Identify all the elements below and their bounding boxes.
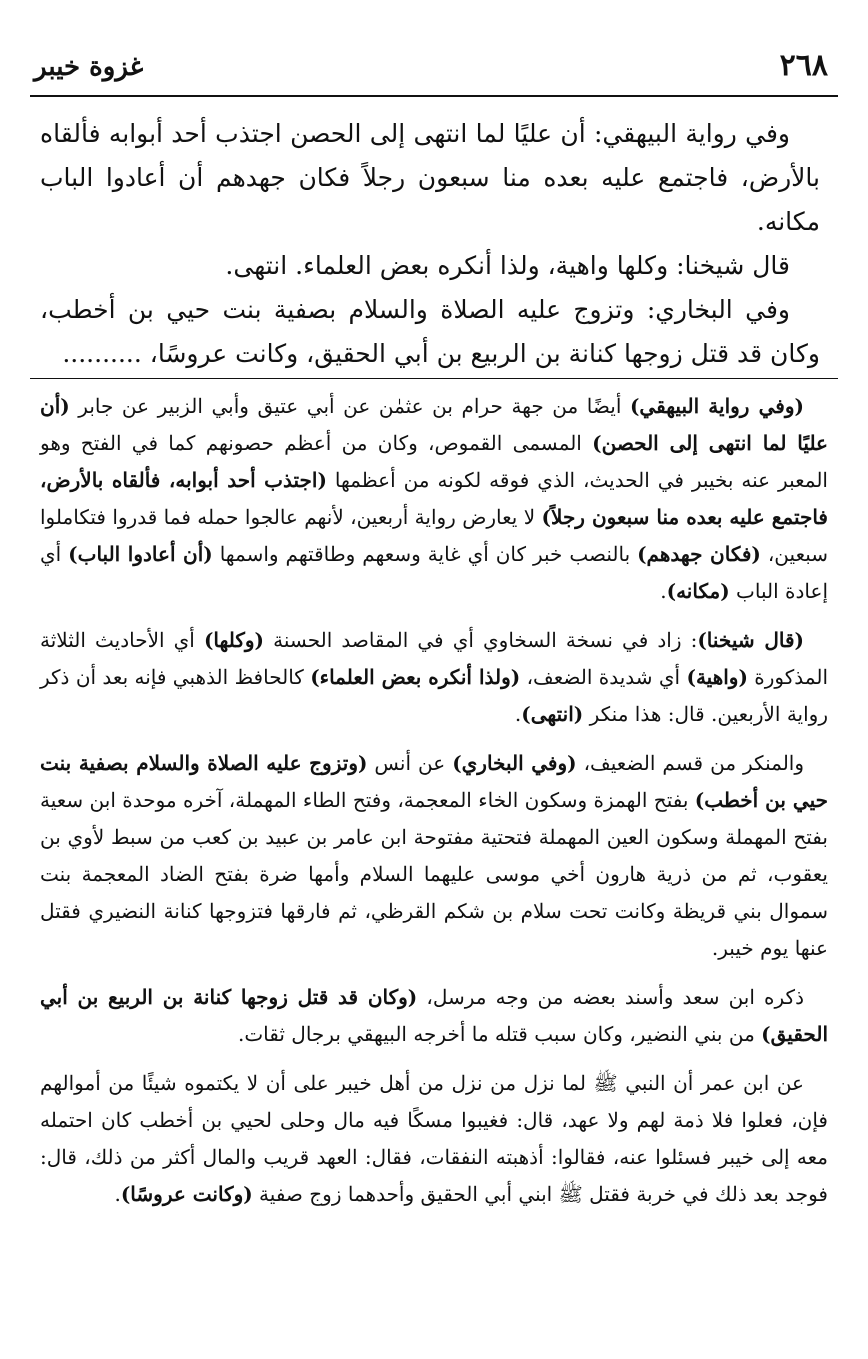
commentary-text: أي شديدة الضعف، [520, 665, 687, 689]
commentary-text: . [114, 1182, 121, 1206]
commentary-text: بالنصب خبر كان أي غاية وسعهم وطاقتهم واسمها [212, 542, 638, 566]
main-paragraph: وفي رواية البيهقي: أن عليًا لما انتهى إلى الحصن اجتذب أحد أبوابه فألقاه بالأرض، فاجتمع عليه بعده منا سبعون رجلاً فكان جهدهم أن أعادوا الباب مكانه. [40, 119, 820, 236]
commentary-text: أي إعادة الباب [40, 542, 828, 603]
commentary-text: . [514, 702, 522, 726]
quoted-text: (وكلها) [203, 628, 264, 652]
commentary-text: لا يعارض رواية أربعين، لأنهم عالجوا حمله فما قدروا فتكاملوا سبعين، [40, 505, 829, 566]
quoted-text: (وتزوج عليه الصلاة والسلام بصفية بنت حيي بن أخطب) [40, 751, 828, 812]
quoted-text: (ولذا أنكره بعض العلماء) [310, 665, 521, 689]
page-number: ٢٦٨ [779, 48, 828, 83]
main-text [40, 112, 820, 376]
commentary-text: . [660, 579, 667, 603]
quoted-text: (أن أعادوا الباب) [68, 542, 213, 566]
running-title: غزوة خيبر [34, 52, 144, 82]
page-header [30, 48, 838, 88]
commentary-text: ذكره ابن سعد وأسند بعضه من وجه مرسل، [417, 985, 804, 1009]
main-paragraph: وفي البخاري: وتزوج عليه الصلاة والسلام بصفية بنت حيي بن أخطب، وكان قد قتل زوجها كنانة بن الربيع بن أبي الحقيق، وكانت عروسًا، .......... [40, 295, 820, 368]
quoted-text: (واهية) [686, 665, 748, 689]
commentary-text: والمنكر من قسم الضعيف، [576, 751, 804, 775]
commentary-text: عن أنس [367, 751, 453, 775]
commentary-paragraph [40, 388, 828, 610]
commentary-text: بفتح الهمزة وسكون الخاء المعجمة، وفتح الطاء المهملة، آخره موحدة ابن سعية بفتح المهملة وسكون العين المهملة فتحتية مفتوحة ابن عامر بن عبيد بن كعب من سبط لأوي بن يعقوب، ثم من ذرية هارون أخي موسى عليهما السلام وأمها ضرة بفتح الضاد المعجمة بنت سموال بني قريظة وكانت تحت سلام بن شكم القرظي، ثم فارقها فتزوجها كنانة النضيري فقتل عنها يوم خيبر. [40, 788, 828, 960]
commentary-paragraph [40, 622, 828, 733]
header-rule [30, 95, 838, 97]
commentary-paragraph [40, 1065, 828, 1213]
commentary-paragraph [40, 979, 828, 1053]
commentary-text: المسمى القموص، وكان من أعظم حصونهم كما في الفتح وهو المعبر عنه بخيبر في الحديث، الذي فوقه لكونه من أعظمها [40, 431, 828, 492]
commentary-text: كالحافظ الذهبي فإنه بعد أن ذكر رواية الأربعين. قال: هذا منكر [40, 665, 828, 726]
quoted-text: (مكانه) [666, 579, 730, 603]
commentary-section [40, 388, 828, 1225]
quoted-text: (فكان جهدهم) [637, 542, 761, 566]
commentary-paragraph [40, 745, 828, 967]
commentary-text: : زاد في نسخة السخاوي أي في المقاصد الحسنة [264, 628, 698, 652]
commentary-text: من بني النضير، وكان سبب قتله ما أخرجه البيهقي برجال ثقات. [237, 1022, 762, 1046]
quoted-text: (وفي رواية البيهقي) [629, 394, 804, 418]
main-paragraph: قال شيخنا: وكلها واهية، ولذا أنكره بعض العلماء. انتهى. [225, 251, 790, 280]
quoted-text: (وفي البخاري) [452, 751, 577, 775]
quoted-text: (أن عليًا لما انتهى إلى الحصن) [40, 394, 828, 455]
quoted-text: (اجتذب أحد أبوابه، فألقاه بالأرض، فاجتمع عليه بعده منا سبعون رجلاً) [40, 468, 828, 529]
quoted-text: (انتهى) [521, 702, 584, 726]
separator-rule [30, 378, 838, 379]
commentary-text: أي الأحاديث الثلاثة المذكورة [40, 628, 829, 689]
quoted-text: (وكانت عروسًا) [120, 1182, 253, 1206]
quoted-text: (وكان قد قتل زوجها كنانة بن الربيع بن أبي الحقيق) [40, 985, 828, 1046]
commentary-text: أيضًا من جهة حرام بن عثمٰن عن أبي عتيق وأبي الزبير عن جابر [69, 394, 630, 418]
commentary-text: عن ابن عمر أن النبي ﷺ لما نزل من نزل من أهل خيبر على أن لا يكتموه شيئًا من أموالهم فإن، فعلوا فلا ذمة لهم ولا عهد، قال: فغيبوا مسكًا فيه مال وحلى لحيي بن أخطب كان احتمله معه إلى خيبر فسئلوا عنه، فقالوا: أذهبته النفقات، فقال: العهد قريب والمال أكثر من ذلك، قال: فوجد بعد ذلك في خربة فقتل ﷺ ابني أبي الحقيق وأحدهما زوج صفية [40, 1071, 828, 1206]
quoted-text: (قال شيخنا) [697, 628, 804, 652]
